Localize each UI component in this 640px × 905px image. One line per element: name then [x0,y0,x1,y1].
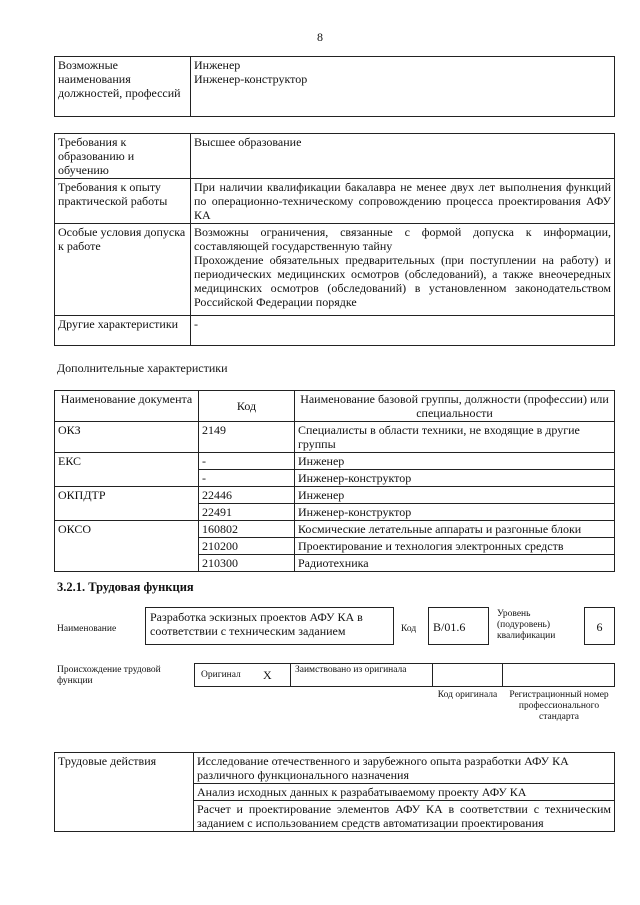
origin-label: Происхождение трудовой функции [57,665,161,686]
level-label: Уровень (подуровень) квалификации [497,609,556,641]
requirement-label: Другие характеристики [55,316,191,346]
code-original-caption: Код оригинала [437,690,498,700]
position-item: Инженер-конструктор [194,72,308,86]
name-cell: Инженер [295,487,615,504]
borrowed-label: Заимствовано из оригинала [295,665,407,675]
reg-number-caption: Регистрационный номер профессионального стандарта [509,690,609,722]
doc-cell: ОКПДТР [55,487,199,521]
page-number: 8 [317,30,323,44]
column-header: Код [199,391,295,422]
doc-cell: ОКЗ [55,422,199,453]
requirement-value: Высшее образование [191,134,615,179]
original-label: Оригинал [201,670,241,680]
name-cell: Проектирование и технология электронных средств [295,538,615,555]
doc-cell: ЕКС [55,453,199,487]
function-name-box: Разработка эскизных проектов АФУ КА в соответствии с техническим заданием [145,607,394,645]
code-cell: 160802 [199,521,295,538]
code-cell: 210200 [199,538,295,555]
name-cell: Инженер-конструктор [295,504,615,521]
actions-label: Трудовые действия [55,753,194,832]
requirement-paragraph: Прохождение обязательных предварительных (при поступлении на работу) и периодических медицинских осмотров (обследований), а также внеочередных медицинских осмотров (обследований) в установленном законодательством Российской Федерации порядке [194,253,611,309]
code-label: Код [401,624,417,634]
name-cell: Космические летательные аппараты и разгонные блоки [295,521,615,538]
name-label: Наименование [57,624,117,634]
name-cell: Специалисты в области техники, не входящие в другие группы [295,422,615,453]
doc-cell: ОКСО [55,521,199,572]
additional-title: Дополнительные характеристики [57,361,228,375]
name-cell: Инженер-конструктор [295,470,615,487]
original-box [194,663,291,687]
action-item: Расчет и проектирование элементов АФУ КА в соответствии с техническим заданием с использованием средств автоматизации проектирования [194,801,615,832]
name-cell: Радиотехника [295,555,615,572]
name-cell: Инженер [295,453,615,470]
code-box: B/01.6 [428,607,489,645]
requirement-value [191,224,615,316]
positions-table [54,56,615,117]
reg-number-box [502,663,615,687]
positions-values [191,57,615,117]
requirement-paragraph: Возможны ограничения, связанные с формой допуска к информации, составляющей государственную тайну [194,225,611,253]
code-cell: 22446 [199,487,295,504]
actions-table [54,752,615,832]
code-cell: - [199,453,295,470]
requirement-value: - [191,316,615,346]
original-mark: X [263,668,272,682]
borrowed-box [290,663,433,687]
requirement-label: Требования к опыту практической работы [55,179,191,224]
code-cell: 210300 [199,555,295,572]
action-item: Анализ исходных данных к разрабатываемому проекту АФУ КА [194,784,615,801]
code-cell: - [199,470,295,487]
requirement-value: При наличии квалификации бакалавра не менее двух лет выполнения функций по операционно-техническому сопровождению процесса проектирования АФУ КА [191,179,615,224]
requirement-label: Требования к образованию и обучению [55,134,191,179]
code-cell: 2149 [199,422,295,453]
action-item: Исследование отечественного и зарубежного опыта разработки АФУ КА различного функционального назначения [194,753,615,784]
level-box: 6 [584,607,615,645]
code-original-box [432,663,503,687]
requirements-table [54,133,615,346]
position-item: Инженер [194,58,241,72]
column-header: Наименование базовой группы, должности (профессии) или специальности [295,391,615,422]
section-heading: 3.2.1. Трудовая функция [57,580,194,594]
additional-table [54,390,615,572]
positions-label: Возможные наименования должностей, профессий [55,57,191,117]
requirement-label: Особые условия допуска к работе [55,224,191,316]
column-header: Наименование документа [55,391,199,422]
code-cell: 22491 [199,504,295,521]
